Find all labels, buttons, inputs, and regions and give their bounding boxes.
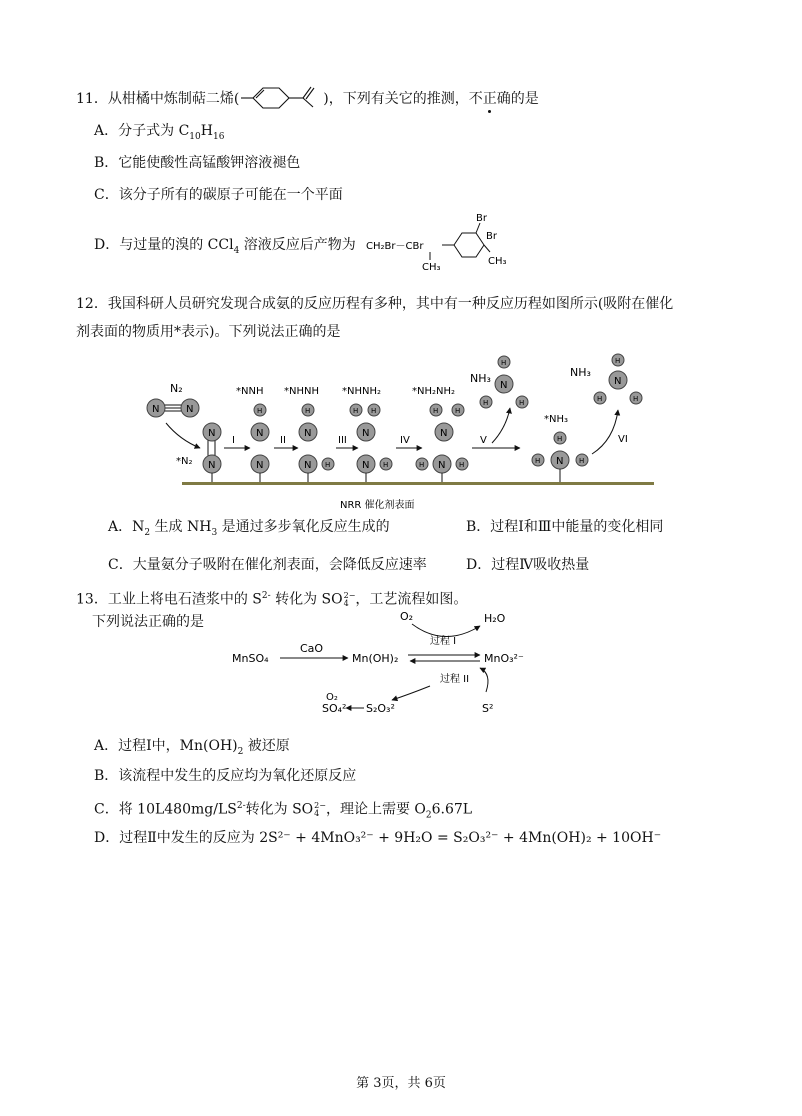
flow-cao: CaO [300, 642, 324, 655]
nh3-gas-label-1: NH₃ [470, 372, 491, 385]
step-i: I [232, 435, 235, 446]
surface-label: NRR 催化剂表面 [340, 500, 415, 511]
svg-text:H: H [535, 457, 541, 465]
nhnh2-label: *NHNH₂ [342, 386, 382, 397]
svg-text:H: H [633, 395, 639, 403]
n2-label: N₂ [170, 382, 183, 395]
svg-text:H: H [433, 407, 439, 415]
svg-text:H: H [371, 407, 377, 415]
q12-stem-line1: 12．我国科研人员研究发现合成氨的反应历程有多种，其中有一种反应历程如图所示(吸附在催化 [76, 296, 674, 312]
svg-text:N: N [304, 460, 312, 471]
step-v: V [480, 435, 487, 446]
svg-text:N: N [556, 456, 564, 467]
product-chain-label: CH₂Br－CBr [366, 241, 424, 252]
svg-text:N: N [208, 460, 216, 471]
flow-mno3: MnO₃²⁻ [484, 652, 524, 665]
svg-text:H: H [501, 359, 507, 367]
q13-number: 13． [76, 591, 108, 608]
flow-proc1: 过程 I [430, 636, 457, 647]
svg-text:N: N [256, 460, 264, 471]
q11-option-b[interactable]: B．它能使酸性高锰酸钾溶液褪色 [94, 155, 301, 171]
step-vi: VI [618, 434, 628, 445]
q11-option-a[interactable]: A．分子式为 $C_{10}H_{16}$ [94, 123, 225, 142]
product-ch3-ring: CH₃ [488, 256, 507, 267]
flow-h2o: H₂O [484, 612, 506, 625]
svg-text:H: H [519, 399, 525, 407]
product-br-top: Br [476, 213, 487, 224]
q12-stem-line2: 剂表面的物质用*表示)。下列说法正确的是 [76, 324, 341, 340]
svg-text:H: H [459, 461, 465, 469]
flow-o2-top: O₂ [400, 610, 414, 623]
step-iii: III [338, 435, 347, 446]
flow-s2o3: S₂O₃² [366, 702, 395, 715]
svg-text:H: H [597, 395, 603, 403]
svg-text:H: H [419, 461, 425, 469]
svg-text:H: H [483, 399, 489, 407]
q11-stem [76, 89, 539, 109]
svg-text:N: N [362, 460, 370, 471]
flow-mnoh2: Mn(OH)₂ [352, 652, 399, 665]
catalyst-surface [182, 482, 654, 485]
page-footer: 第 3页，共 6页 [356, 1076, 446, 1091]
nh3-gas-label-2: NH₃ [570, 366, 591, 379]
q13-option-d[interactable]: D．过程Ⅱ中发生的反应为 2S²⁻ + 4MnO₃²⁻ + 9H₂O = S₂O₃²⁻ + 4Mn(OH)₂ + 10OH⁻ [94, 830, 662, 846]
q11-emph-text: 不正确 [468, 91, 511, 107]
flow-s2: S² [482, 702, 494, 715]
svg-text:H: H [325, 461, 331, 469]
svg-text:N: N [256, 428, 264, 439]
product-ch3-low: CH₃ [422, 262, 441, 272]
svg-text:H: H [557, 435, 563, 443]
svg-text:N: N [500, 380, 508, 391]
svg-text:H: H [305, 407, 311, 415]
step-ii: II [280, 435, 286, 446]
q12-option-c[interactable]: C．大量氨分子吸附在催化剂表面，会降低反应速率 [108, 557, 427, 573]
svg-text:N: N [304, 428, 312, 439]
svg-text:H: H [353, 407, 359, 415]
q11-number: 11． [76, 91, 108, 107]
q12-option-b[interactable]: B．过程Ⅰ和Ⅲ中能量的变化相同 [466, 519, 664, 535]
q13-stem: 13．工业上将电石渣浆中的 $S^{2-}$ 转化为 SO 2− 4 ，工艺流程如图。 [76, 590, 468, 608]
nhnh-label: *NHNH [284, 386, 319, 397]
svg-text:H: H [579, 457, 585, 465]
dibromo-product-structure [366, 210, 526, 272]
flow-so4: SO₄² [322, 702, 347, 715]
q11-option-d[interactable]: D．与过量的溴的 CCl$_4$ 溶液反应后产物为 [94, 237, 356, 256]
nnh-label: *NNH [236, 386, 264, 397]
step-iv: IV [400, 435, 410, 446]
svg-text:H: H [257, 407, 263, 415]
q12-number: 12． [76, 296, 108, 312]
nh2nh2-label: *NH₂NH₂ [412, 386, 456, 397]
svg-text:N: N [208, 428, 216, 439]
svg-text:H: H [615, 357, 621, 365]
svg-text:H: H [383, 461, 389, 469]
svg-text:N: N [152, 404, 160, 415]
q13-option-b[interactable]: B．该流程中发生的反应均为氧化还原反应 [94, 768, 357, 784]
q11-stem-part-a: 从柑橘中炼制萜二烯( [107, 91, 240, 107]
q13-option-a[interactable]: A．过程Ⅰ中，$Mn(OH)_2$ 被还原 [94, 738, 290, 757]
q12-option-a[interactable]: A．$N_2$ 生成 $NH_3$ 是通过多步氧化反应生成的 [108, 519, 390, 538]
flow-mnso4: MnSO₄ [232, 652, 269, 665]
flow-proc2: 过程 II [440, 674, 470, 685]
q11-option-c[interactable]: C．该分子所有的碳原子可能在一个平面 [94, 187, 343, 203]
nh3-ads-label: *NH₃ [544, 414, 569, 425]
q13-stem-line2: 下列说法正确的是 [92, 614, 204, 630]
n2-ads-label: *N₂ [176, 456, 193, 467]
flow-o2-low: O₂ [326, 692, 338, 703]
svg-text:N: N [614, 376, 622, 387]
svg-text:N: N [362, 428, 370, 439]
process-flow-diagram [230, 608, 560, 720]
product-br-side: Br [486, 231, 497, 242]
q11-stem-part-b: )，下列有关它的推测， [323, 91, 469, 107]
svg-text:N: N [440, 428, 448, 439]
svg-text:N: N [438, 460, 446, 471]
nrr-reaction-diagram [140, 348, 670, 516]
q12-option-d[interactable]: D．过程Ⅳ吸收热量 [466, 557, 590, 573]
svg-text:N: N [186, 404, 194, 415]
q11-emphasis [469, 91, 511, 107]
q11-stem-part-c: 的是 [510, 91, 539, 107]
terpene-structure [239, 89, 323, 109]
q13-option-c[interactable]: C．将 $10L480mg/LS^{2-}$转化为 SO 2− 4 ，理论上需要 $O_26.67L$ [94, 800, 473, 821]
svg-text:H: H [455, 407, 461, 415]
